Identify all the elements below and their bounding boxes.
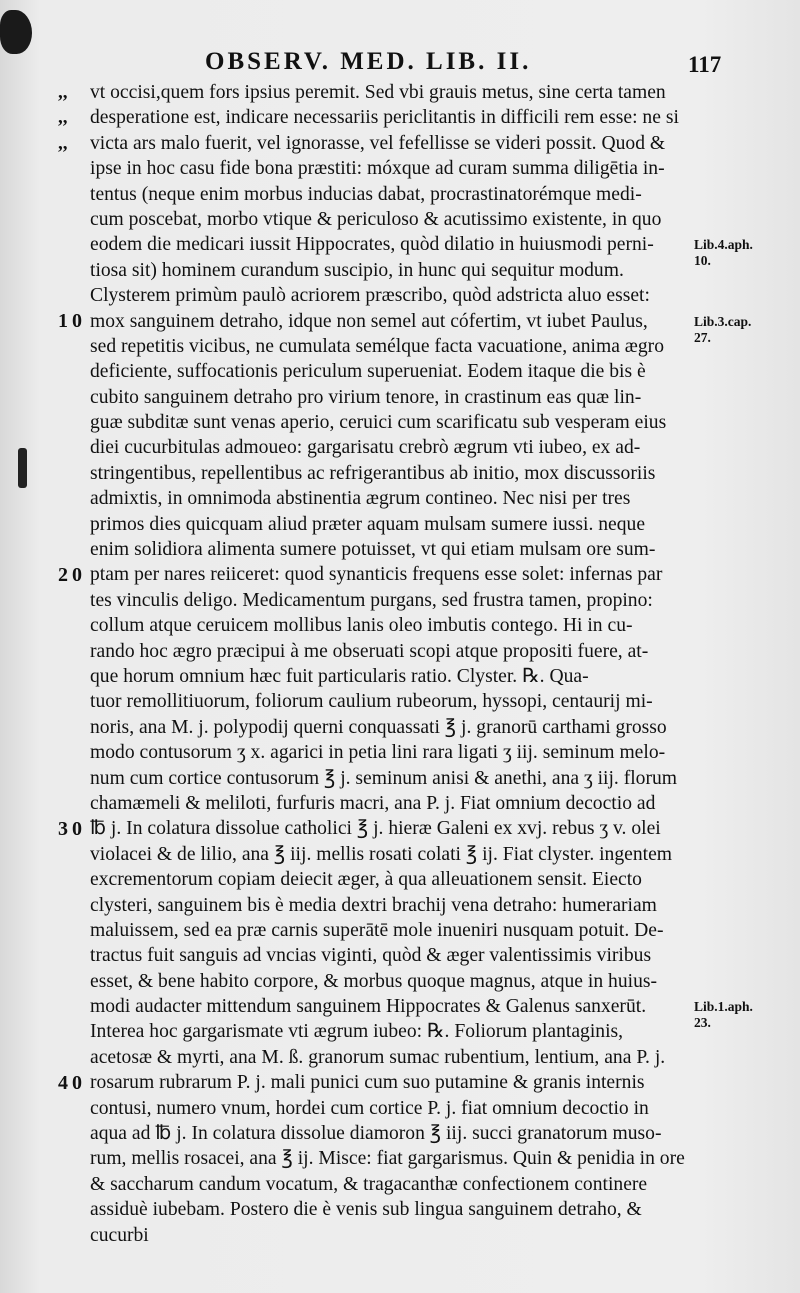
text-line: victa ars malo fuerit, vel ignorasse, vel fefellisse se videri possit. Quod & <box>90 132 666 154</box>
line-number: 30 <box>58 817 86 840</box>
margin-note-line: Lib.4.aph. <box>694 237 753 253</box>
text-line: tuor remollitiuorum, foliorum caulium rubeorum, hyssopi, centaurij mi- <box>90 691 653 713</box>
text-line: guæ subditæ sunt venas aperio, ceruici cum scarificatu sub vesperam eius <box>90 412 667 434</box>
text-line: eodem die medicari iussit Hippocrates, quòd dilatio in huiusmodi perni- <box>90 234 654 256</box>
text-line: rum, mellis rosacei, ana ℥ ij. Misce: fiat gargarismus. Quin & penidia in ore <box>90 1148 685 1170</box>
text-line: cubito sanguinem detraho pro virium tenore, in crastinum eas quæ lin- <box>90 386 642 408</box>
text-line: cum poscebat, morbo vtique & periculoso & acutissimo existente, in quo <box>90 208 662 230</box>
text-line: sed repetitis vicibus, ne cumulata semélque facta vacuatione, anima ægro <box>90 335 664 357</box>
text-line: contusi, numero vnum, hordei cum cortice P. j. fiat omnium decoctio in <box>90 1097 649 1119</box>
margin-note <box>694 314 798 346</box>
page-header <box>0 48 800 82</box>
text-line: que horum omnium hæc fuit particularis ratio. Clyster. ℞. Qua- <box>90 665 589 687</box>
line-number: 40 <box>58 1071 86 1094</box>
text-line: num cum cortice contusorum ℥ j. seminum anisi & anethi, ana ʒ iij. florum <box>90 767 678 789</box>
page-number: 117 <box>688 52 722 77</box>
margin-note-line: 10. <box>694 253 711 269</box>
text-line: desperatione est, indicare necessariis periclitantis in difficili rem esse: ne si <box>90 107 679 129</box>
text-line: noris, ana M. j. polypodij querni conquassati ℥ j. granorū carthami grosso <box>90 716 667 738</box>
margin-ink-mark <box>18 448 27 488</box>
text-line: ipse in hoc casu fide bona præstiti: móxque ad curam summa diligētia in- <box>90 158 665 180</box>
quote-mark: ,, <box>58 132 68 154</box>
text-line: assiduè iubebam. Postero die è venis sub lingua sanguinem detraho, & <box>90 1199 642 1221</box>
line-number: 10 <box>58 309 86 332</box>
text-line: ptam per nares reiiceret: quod synanticis frequens esse solet: infernas par <box>90 564 663 586</box>
text-line: clysteri, sanguinem bis è media dextri brachij vena detraho: humerariam <box>90 894 657 916</box>
text-line: ℔ j. In colatura dissolue catholici ℥ j. hieræ Galeni ex xvj. rebus ʒ v. olei <box>90 818 661 840</box>
text-line: Interea hoc gargarismate vti ægrum iubeo: ℞. Foliorum plantaginis, <box>90 1021 624 1043</box>
margin-note-line: Lib.1.aph. <box>694 999 753 1015</box>
quotation-marks <box>58 80 86 156</box>
text-line: chamæmeli & meliloti, furfuris macri, ana P. j. Fiat omnium decoctio ad <box>90 792 656 814</box>
text-line: tes vinculis deligo. Medicamentum purgans, sed frustra tamen, propino: <box>90 589 653 611</box>
margin-note <box>694 237 798 269</box>
margin-note <box>694 999 798 1031</box>
margin-note-line: 23. <box>694 1015 711 1031</box>
text-line: acetosæ & myrti, ana M. ß. granorum sumac rubentium, lentium, ana P. j. <box>90 1046 666 1068</box>
margin-note-line: Lib.3.cap. <box>694 313 752 329</box>
text-line: modi audacter mittendum sanguinem Hippocrates & Galenus sanxerūt. <box>90 996 647 1018</box>
text-line: collum atque ceruicem mollibus lanis oleo imbutis contego. Hi in cu- <box>90 615 633 637</box>
text-line: excrementorum copiam deiecit æger, à qua alleuationem sensit. Eiecto <box>90 869 642 891</box>
text-line: admixtis, in omnimoda abstinentia ægrum contineo. Nec nisi per tres <box>90 488 631 510</box>
text-line: rando hoc ægro præcipui à me obseruati scopi atque propositi fuere, at- <box>90 640 649 662</box>
text-line: vt occisi,quem fors ipsius peremit. Sed vbi grauis metus, sine certa tamen <box>90 82 666 103</box>
text-line: cucurbi <box>90 1224 149 1246</box>
text-line: modo contusorum ʒ x. agarici in petia lini rara ligati ʒ iij. seminum melo- <box>90 742 666 764</box>
text-line: tiosa sit) hominem curandum suscipio, in hunc qui sequitur modum. <box>90 259 624 281</box>
line-number: 20 <box>58 563 86 586</box>
text-line: diei cucurbitulas admoueo: gargarisatu crebrò ægrum vti iubeo, ex ad- <box>90 437 641 459</box>
text-line: deficiente, suffocationis periculum superueniat. Eodem itaque die bis è <box>90 361 646 383</box>
quote-mark: ,, <box>58 107 68 129</box>
text-line: stringentibus, repellentibus ac refrigerantibus ab initio, mox discussoriis <box>90 462 656 484</box>
body-text <box>90 80 690 1248</box>
text-line: primos dies quicquam aliud præter aquam mulsam sumere iussi. neque <box>90 513 646 535</box>
text-line: tentus (neque enim morbus inducias dabat, procrastinatorémque medi- <box>90 183 642 205</box>
text-line: Clysterem primùm paulò acriorem præscribo, quòd adstricta aluo esset: <box>90 285 650 307</box>
text-line: violacei & de lilio, ana ℥ iij. mellis rosati colati ℥ ij. Fiat clyster. ingentem <box>90 843 673 865</box>
text-line: aqua ad ℔ j. In colatura dissolue diamoron ℥ iij. succi granatorum muso- <box>90 1123 662 1145</box>
text-line: & saccharum candum vocatum, & tragacanthæ confectionem continere <box>90 1173 648 1195</box>
text-line: tractus fuit sanguis ad vncias viginti, quòd & æger valentissimis viribus <box>90 945 652 967</box>
text-line: rosarum rubrarum P. j. mali punici cum suo putamine & granis internis <box>90 1072 645 1094</box>
running-title: OBSERV. MED. LIB. II. <box>205 48 532 75</box>
margin-note-line: 27. <box>694 329 711 345</box>
text-line: enim solidiora alimenta sumere potuisset, vt qui etiam mulsam ore sum- <box>90 539 656 561</box>
text-line: esset, & bene habito corpore, & morbus quoque magnus, atque in huius- <box>90 970 658 992</box>
text-line: maluissem, sed ea præ carnis superātē mole inueniri nusquam potuit. De- <box>90 919 664 941</box>
quote-mark: ,, <box>58 82 68 103</box>
text-line: mox sanguinem detraho, idque non semel aut cófertim, vt iubet Paulus, <box>90 310 648 332</box>
